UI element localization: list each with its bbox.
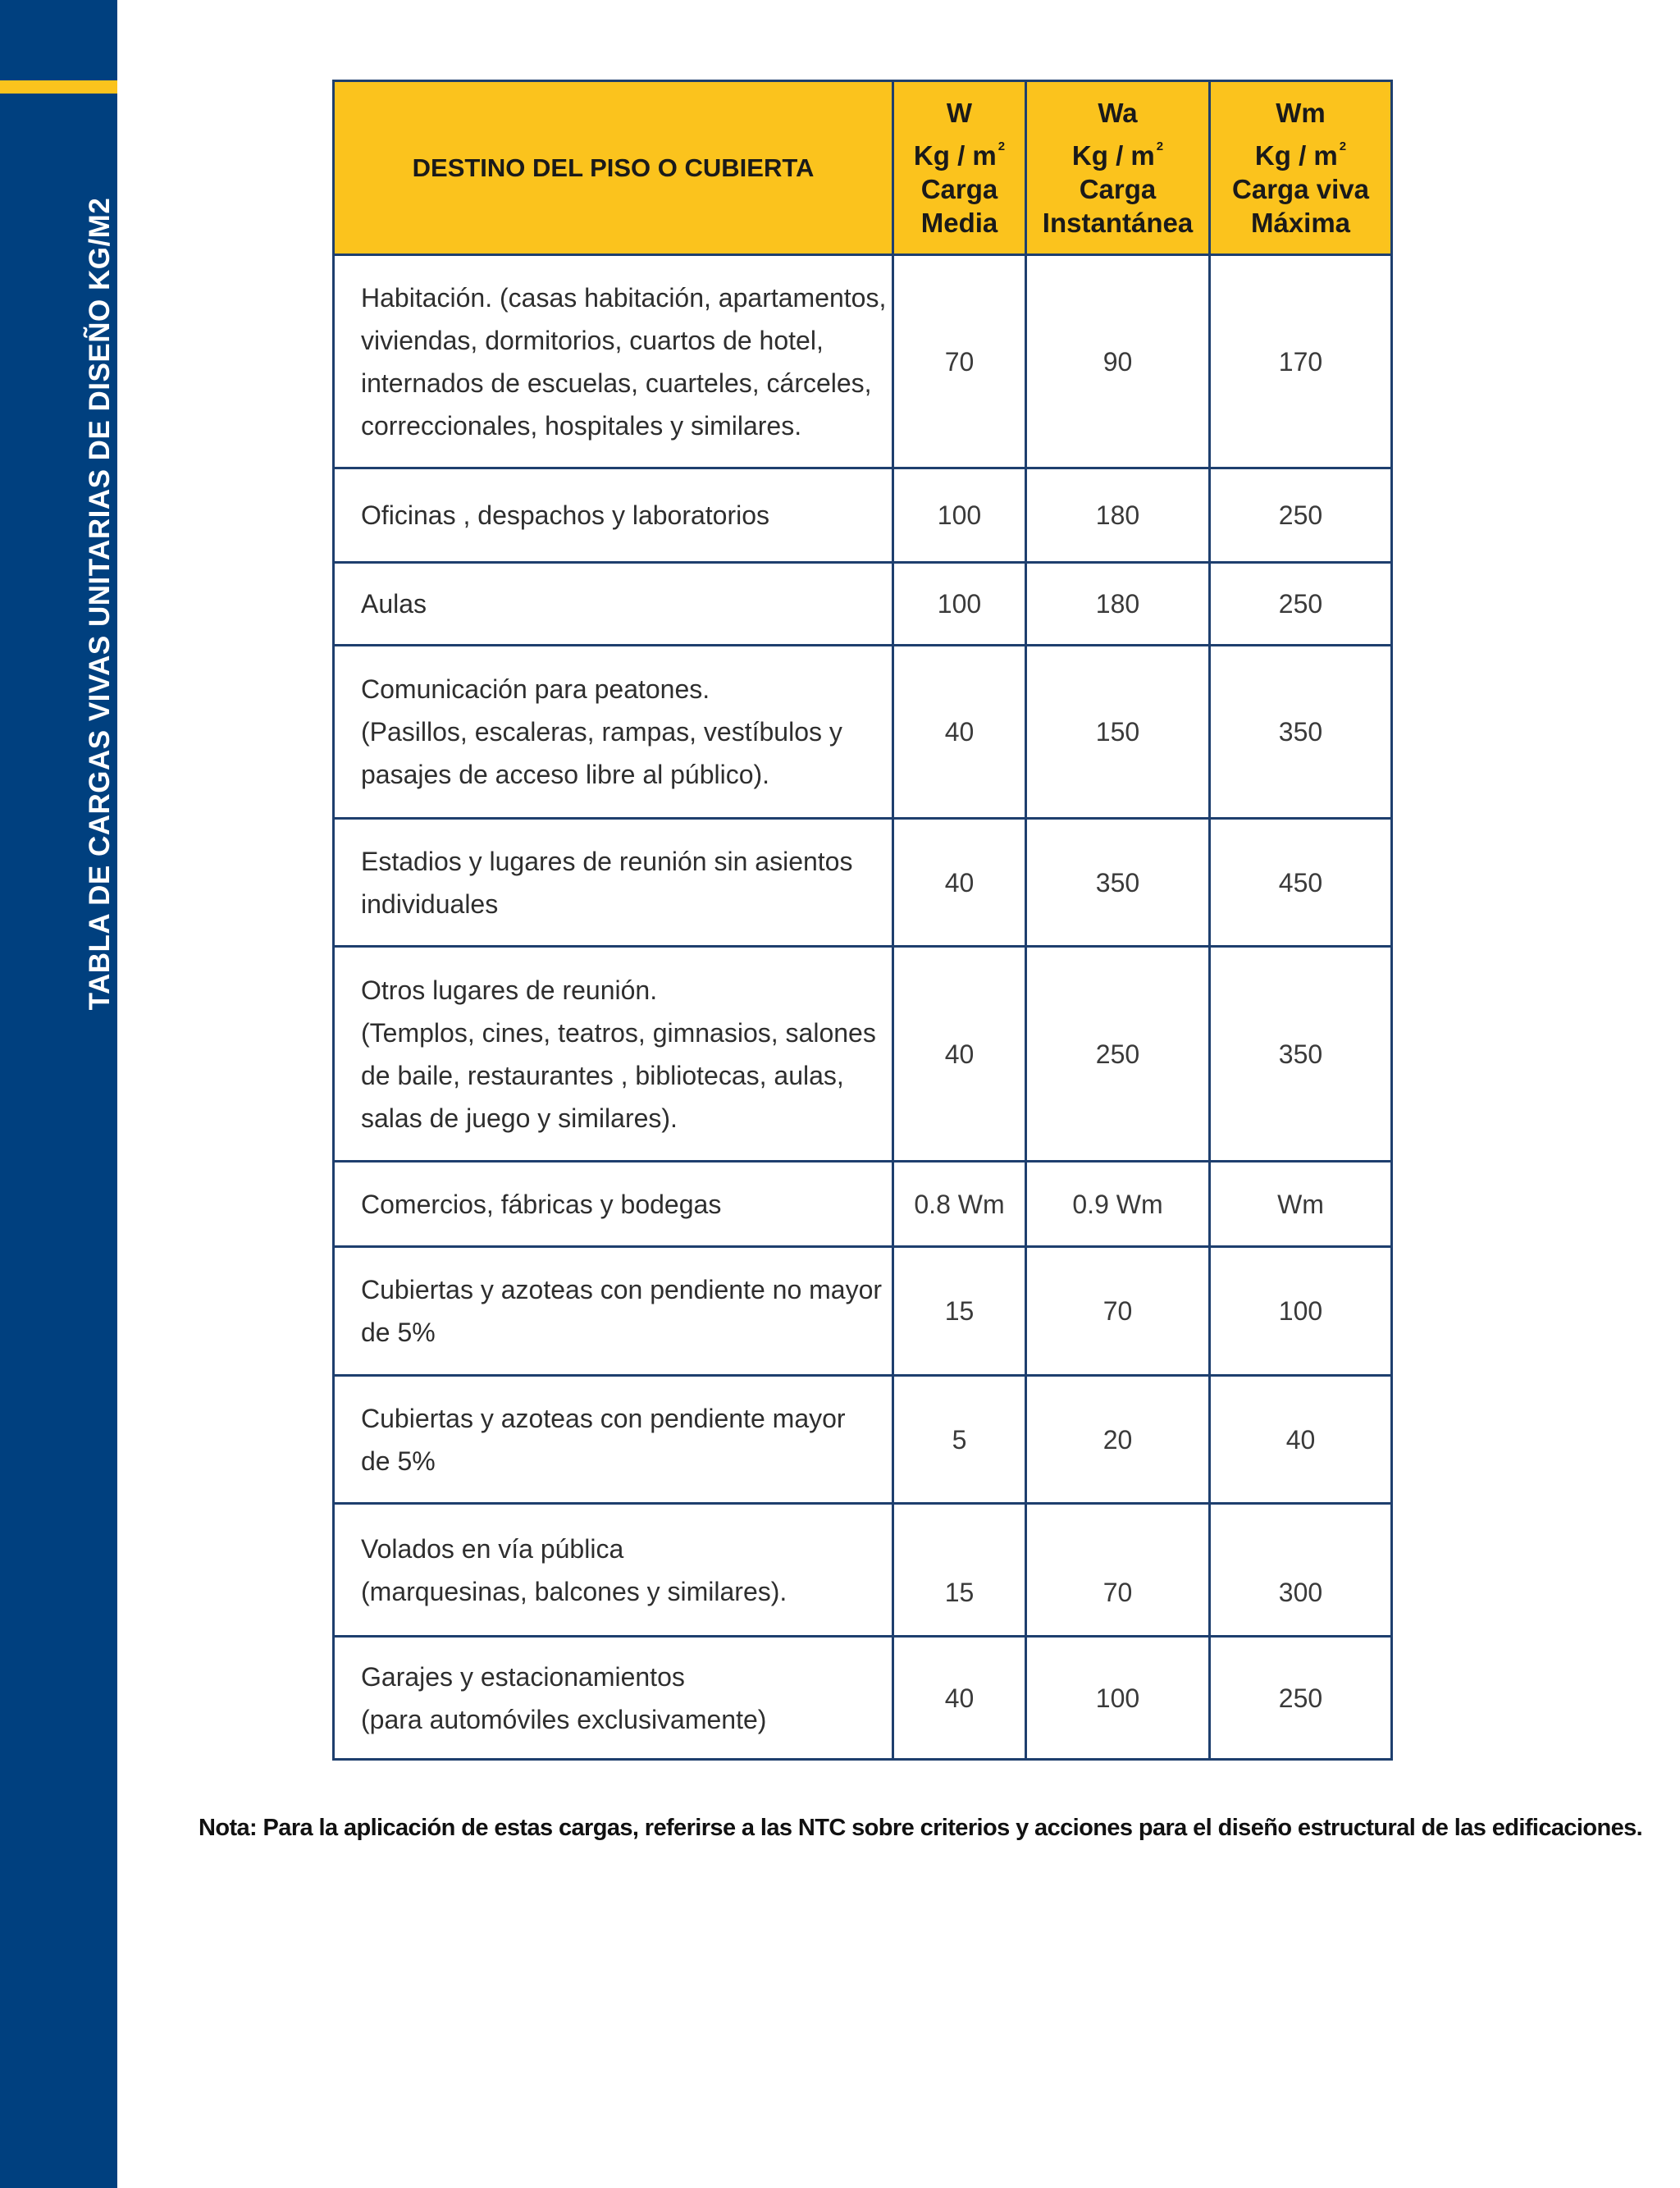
header-wa-line1: Carga bbox=[1079, 174, 1157, 204]
cell-w: 15 bbox=[893, 1504, 1026, 1637]
header-w bbox=[893, 81, 1026, 255]
cell-wa: 20 bbox=[1026, 1376, 1210, 1504]
cell-wa: 90 bbox=[1026, 255, 1210, 468]
row-destination-line: pasajes de acceso libre al público). bbox=[361, 760, 770, 789]
cell-wm: 100 bbox=[1210, 1247, 1392, 1376]
row-destination-line: viviendas, dormitorios, cuartos de hotel, bbox=[361, 325, 824, 355]
row-destination-line: salas de juego y similares). bbox=[361, 1103, 678, 1133]
cell-wm: 250 bbox=[1210, 563, 1392, 646]
header-wa-symbol: Wa bbox=[1098, 98, 1138, 128]
cell-wm: 40 bbox=[1210, 1376, 1392, 1504]
table-row bbox=[334, 468, 1392, 563]
cell-wm: 250 bbox=[1210, 468, 1392, 563]
row-destination bbox=[334, 1162, 893, 1247]
table-row bbox=[334, 1376, 1392, 1504]
row-destination-line: (marquesinas, balcones y similares). bbox=[361, 1576, 788, 1606]
table-row bbox=[334, 646, 1392, 819]
row-destination bbox=[334, 468, 893, 563]
cell-wa: 250 bbox=[1026, 947, 1210, 1162]
row-destination-line: individuales bbox=[361, 888, 499, 919]
row-destination-line: internados de escuelas, cuarteles, cárceles, bbox=[361, 368, 872, 398]
cell-wa: 180 bbox=[1026, 468, 1210, 563]
row-destination bbox=[334, 255, 893, 468]
row-destination-line: (para automóviles exclusivamente) bbox=[361, 1704, 767, 1734]
cell-wm: 450 bbox=[1210, 819, 1392, 947]
vertical-page-title: TABLA DE CARGAS VIVAS UNITARIAS DE DISEÑO KG/M2 bbox=[84, 197, 116, 1011]
header-wm-symbol: Wm bbox=[1276, 98, 1326, 128]
header-wa-unit-exponent: 2 bbox=[1156, 139, 1164, 153]
row-destination-line: (Templos, cines, teatros, gimnasios, salones bbox=[361, 1017, 876, 1048]
row-destination-line: Comercios, fábricas y bodegas bbox=[361, 1189, 722, 1219]
cell-wa: 180 bbox=[1026, 563, 1210, 646]
sidebar-accent-bar bbox=[0, 80, 117, 94]
cell-wm: 300 bbox=[1210, 1504, 1392, 1637]
header-w-unit-text: Kg / m bbox=[913, 140, 997, 171]
row-destination-line: Otros lugares de reunión. bbox=[361, 975, 658, 1005]
row-destination-line: Aulas bbox=[361, 589, 427, 619]
header-wa bbox=[1026, 81, 1210, 255]
header-destination: DESTINO DEL PISO O CUBIERTA bbox=[334, 81, 893, 255]
row-destination-line: Estadios y lugares de reunión sin asientos bbox=[361, 846, 853, 876]
header-w-line2: Media bbox=[920, 208, 998, 238]
cell-wa: 350 bbox=[1026, 819, 1210, 947]
row-destination bbox=[334, 1504, 893, 1637]
cell-wa: 70 bbox=[1026, 1504, 1210, 1637]
row-destination-line: de 5% bbox=[361, 1446, 436, 1476]
header-wa-unit bbox=[1027, 130, 1208, 172]
row-destination-line: (Pasillos, escaleras, rampas, vestíbulos y bbox=[361, 717, 842, 747]
header-wm-line1: Carga viva bbox=[1232, 174, 1369, 204]
cell-wa: 100 bbox=[1026, 1637, 1210, 1760]
header-w-symbol: W bbox=[946, 98, 973, 128]
live-loads-table bbox=[332, 80, 1393, 1761]
table-row bbox=[334, 1504, 1392, 1637]
cell-w: 5 bbox=[893, 1376, 1026, 1504]
header-wm-unit-exponent: 2 bbox=[1339, 139, 1347, 153]
table-row bbox=[334, 255, 1392, 468]
cell-wa: 150 bbox=[1026, 646, 1210, 819]
row-destination bbox=[334, 1376, 893, 1504]
row-destination bbox=[334, 563, 893, 646]
header-wm-unit-text: Kg / m bbox=[1254, 140, 1338, 171]
row-destination-line: Cubiertas y azoteas con pendiente mayor bbox=[361, 1403, 846, 1433]
cell-w: 100 bbox=[893, 468, 1026, 563]
cell-w: 40 bbox=[893, 646, 1026, 819]
table-row bbox=[334, 819, 1392, 947]
header-wa-line2: Instantánea bbox=[1042, 208, 1194, 238]
cell-w: 40 bbox=[893, 1637, 1026, 1760]
table-row bbox=[334, 563, 1392, 646]
row-destination-line: Comunicación para peatones. bbox=[361, 674, 710, 704]
row-destination-line: correccionales, hospitales y similares. bbox=[361, 410, 802, 441]
cell-w: 0.8 Wm bbox=[893, 1162, 1026, 1247]
row-destination-line: Volados en vía pública bbox=[361, 1533, 624, 1564]
row-destination bbox=[334, 646, 893, 819]
cell-wm: Wm bbox=[1210, 1162, 1392, 1247]
cell-wa: 70 bbox=[1026, 1247, 1210, 1376]
cell-wm: 350 bbox=[1210, 947, 1392, 1162]
cell-w: 40 bbox=[893, 819, 1026, 947]
header-wm bbox=[1210, 81, 1392, 255]
row-destination bbox=[334, 947, 893, 1162]
cell-w: 40 bbox=[893, 947, 1026, 1162]
row-destination-line: Cubiertas y azoteas con pendiente no mayor bbox=[361, 1275, 883, 1304]
table-row bbox=[334, 1247, 1392, 1376]
row-destination-line: Garajes y estacionamientos bbox=[361, 1661, 685, 1692]
row-destination bbox=[334, 819, 893, 947]
row-destination bbox=[334, 1247, 893, 1376]
header-w-line1: Carga bbox=[920, 174, 998, 204]
row-destination-line: de 5% bbox=[361, 1318, 436, 1347]
header-wm-unit bbox=[1211, 130, 1390, 172]
cell-wm: 170 bbox=[1210, 255, 1392, 468]
row-destination bbox=[334, 1637, 893, 1760]
header-w-unit-exponent: 2 bbox=[998, 139, 1006, 153]
row-destination-line: de baile, restaurantes , bibliotecas, aulas, bbox=[361, 1060, 844, 1090]
cell-w: 15 bbox=[893, 1247, 1026, 1376]
cell-wm: 350 bbox=[1210, 646, 1392, 819]
footnote: Nota: Para la aplicación de estas cargas, referirse a las NTC sobre criterios y acciones para el diseño estructural de las edificaciones. bbox=[199, 1815, 1643, 1841]
cell-w: 70 bbox=[893, 255, 1026, 468]
row-destination-line: Habitación. (casas habitación, apartamentos, bbox=[361, 282, 887, 313]
table-row bbox=[334, 947, 1392, 1162]
header-wm-line2: Máxima bbox=[1250, 208, 1351, 238]
cell-wa: 0.9 Wm bbox=[1026, 1162, 1210, 1247]
table-header-row bbox=[334, 81, 1392, 255]
header-w-unit bbox=[894, 130, 1025, 172]
table-row bbox=[334, 1637, 1392, 1760]
header-wa-unit-text: Kg / m bbox=[1071, 140, 1155, 171]
row-destination-line: Oficinas , despachos y laboratorios bbox=[361, 500, 770, 530]
table-row bbox=[334, 1162, 1392, 1247]
cell-w: 100 bbox=[893, 563, 1026, 646]
cell-wm: 250 bbox=[1210, 1637, 1392, 1760]
